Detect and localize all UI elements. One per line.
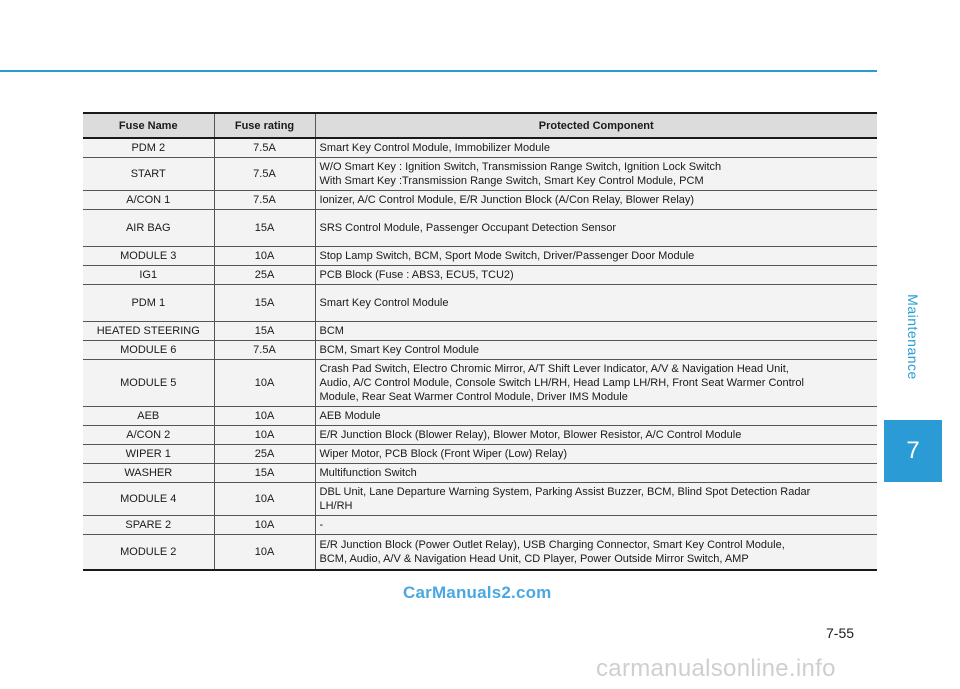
cell-protected-component <box>315 445 877 464</box>
component-line: Crash Pad Switch, Electro Chromic Mirror, A/T Shift Lever Indicator, A/V & Navigation Head Unit, <box>319 363 789 375</box>
section-tab-label <box>884 262 942 412</box>
component-line: DBL Unit, Lane Departure Warning System, Parking Assist Buzzer, BCM, Blind Spot Detection Radar <box>319 486 811 498</box>
component-line: LH/RH <box>319 500 353 512</box>
top-accent-rule <box>0 70 877 72</box>
cell-protected-component <box>315 191 877 210</box>
table-row <box>83 445 877 464</box>
cell-protected-component <box>315 426 877 445</box>
cell-fuse-name: WASHER <box>83 464 214 483</box>
cell-protected-component <box>315 247 877 266</box>
header-protected-component: Protected Component <box>315 113 877 138</box>
cell-fuse-rating: 10A <box>214 483 315 516</box>
table-row <box>83 407 877 426</box>
component-line: Ionizer, A/C Control Module, E/R Junction Block (A/Con Relay, Blower Relay) <box>319 194 695 206</box>
component-line: BCM, Audio, A/V & Navigation Head Unit, CD Player, Power Outside Mirror Switch, AMP <box>319 552 749 565</box>
section-tab-label-text: Maintenance <box>905 294 922 380</box>
cell-fuse-rating: 15A <box>214 464 315 483</box>
table-row <box>83 158 877 191</box>
component-line: E/R Junction Block (Blower Relay), Blower Motor, Blower Resistor, A/C Control Module <box>319 429 742 441</box>
cell-fuse-rating: 7.5A <box>214 341 315 360</box>
table-row <box>83 464 877 483</box>
cell-protected-component <box>315 360 877 407</box>
table-row <box>83 341 877 360</box>
header-fuse-rating: Fuse rating <box>214 113 315 138</box>
cell-fuse-rating: 10A <box>214 516 315 535</box>
component-line: PCB Block (Fuse : ABS3, ECU5, TCU2) <box>319 269 514 281</box>
cell-fuse-rating: 15A <box>214 285 315 322</box>
cell-protected-component <box>315 285 877 322</box>
cell-fuse-name: MODULE 3 <box>83 247 214 266</box>
cell-fuse-name: AIR BAG <box>83 210 214 247</box>
cell-fuse-rating: 7.5A <box>214 158 315 191</box>
cell-fuse-name: A/CON 1 <box>83 191 214 210</box>
cell-protected-component <box>315 138 877 158</box>
component-line: E/R Junction Block (Power Outlet Relay), USB Charging Connector, Smart Key Control Module, <box>319 538 785 551</box>
cell-protected-component <box>315 266 877 285</box>
cell-protected-component <box>315 322 877 341</box>
table-row <box>83 322 877 341</box>
section-tab-number: 7 <box>884 420 942 482</box>
cell-protected-component <box>315 210 877 247</box>
cell-fuse-rating: 10A <box>214 426 315 445</box>
table-row <box>83 535 877 570</box>
cell-protected-component <box>315 341 877 360</box>
cell-protected-component <box>315 516 877 535</box>
cell-fuse-rating: 10A <box>214 360 315 407</box>
cell-fuse-name: MODULE 2 <box>83 535 214 570</box>
component-line: BCM, Smart Key Control Module <box>319 344 480 356</box>
component-line: Stop Lamp Switch, BCM, Sport Mode Switch, Driver/Passenger Door Module <box>319 250 695 262</box>
cell-fuse-rating: 15A <box>214 210 315 247</box>
cell-fuse-name: PDM 1 <box>83 285 214 322</box>
component-line: Wiper Motor, PCB Block (Front Wiper (Low) Relay) <box>319 448 568 460</box>
page-number: 7-55 <box>826 625 855 641</box>
cell-fuse-rating: 10A <box>214 247 315 266</box>
cell-fuse-rating: 15A <box>214 322 315 341</box>
table-row <box>83 210 877 247</box>
table-row <box>83 138 877 158</box>
fuse-table-header-row <box>83 113 877 138</box>
footer-watermark: carmanualsonline.info <box>596 655 836 682</box>
cell-fuse-rating: 25A <box>214 266 315 285</box>
table-row <box>83 516 877 535</box>
cell-fuse-name: AEB <box>83 407 214 426</box>
table-row <box>83 266 877 285</box>
component-line: With Smart Key :Transmission Range Switch, Smart Key Control Module, PCM <box>319 175 704 187</box>
cell-fuse-name: A/CON 2 <box>83 426 214 445</box>
cell-protected-component <box>315 407 877 426</box>
cell-fuse-rating: 10A <box>214 407 315 426</box>
component-line: BCM <box>319 325 344 337</box>
cell-fuse-rating: 7.5A <box>214 191 315 210</box>
watermark-logo-text: CarManuals2.com <box>403 583 552 602</box>
fuse-table-body <box>83 138 877 570</box>
cell-fuse-name: IG1 <box>83 266 214 285</box>
cell-fuse-rating: 7.5A <box>214 138 315 158</box>
fuse-table <box>83 112 877 571</box>
cell-fuse-name: HEATED STEERING <box>83 322 214 341</box>
cell-fuse-name: MODULE 4 <box>83 483 214 516</box>
table-row <box>83 247 877 266</box>
cell-protected-component <box>315 464 877 483</box>
component-line: Audio, A/C Control Module, Console Switch LH/RH, Head Lamp LH/RH, Front Seat Warmer Control <box>319 377 804 389</box>
component-line: W/O Smart Key : Ignition Switch, Transmission Range Switch, Ignition Lock Switch <box>319 161 722 173</box>
cell-fuse-rating: 25A <box>214 445 315 464</box>
cell-fuse-name: SPARE 2 <box>83 516 214 535</box>
cell-fuse-rating: 10A <box>214 535 315 570</box>
cell-fuse-name: START <box>83 158 214 191</box>
cell-fuse-name: WIPER 1 <box>83 445 214 464</box>
component-line: Smart Key Control Module <box>319 297 449 309</box>
component-line: Multifunction Switch <box>319 467 417 479</box>
component-line: SRS Control Module, Passenger Occupant Detection Sensor <box>319 222 617 234</box>
component-line: AEB Module <box>319 410 381 422</box>
cell-fuse-name: MODULE 5 <box>83 360 214 407</box>
table-row <box>83 360 877 407</box>
component-line: - <box>319 519 324 531</box>
cell-fuse-name: MODULE 6 <box>83 341 214 360</box>
cell-protected-component <box>315 158 877 191</box>
cell-protected-component <box>315 535 877 570</box>
cell-fuse-name: PDM 2 <box>83 138 214 158</box>
component-line: Smart Key Control Module, Immobilizer Module <box>319 142 550 154</box>
table-row <box>83 426 877 445</box>
component-line: Module, Rear Seat Warmer Control Module, Driver IMS Module <box>319 391 628 403</box>
header-fuse-name: Fuse Name <box>83 113 214 138</box>
table-row <box>83 285 877 322</box>
cell-protected-component <box>315 483 877 516</box>
table-row <box>83 483 877 516</box>
table-row <box>83 191 877 210</box>
